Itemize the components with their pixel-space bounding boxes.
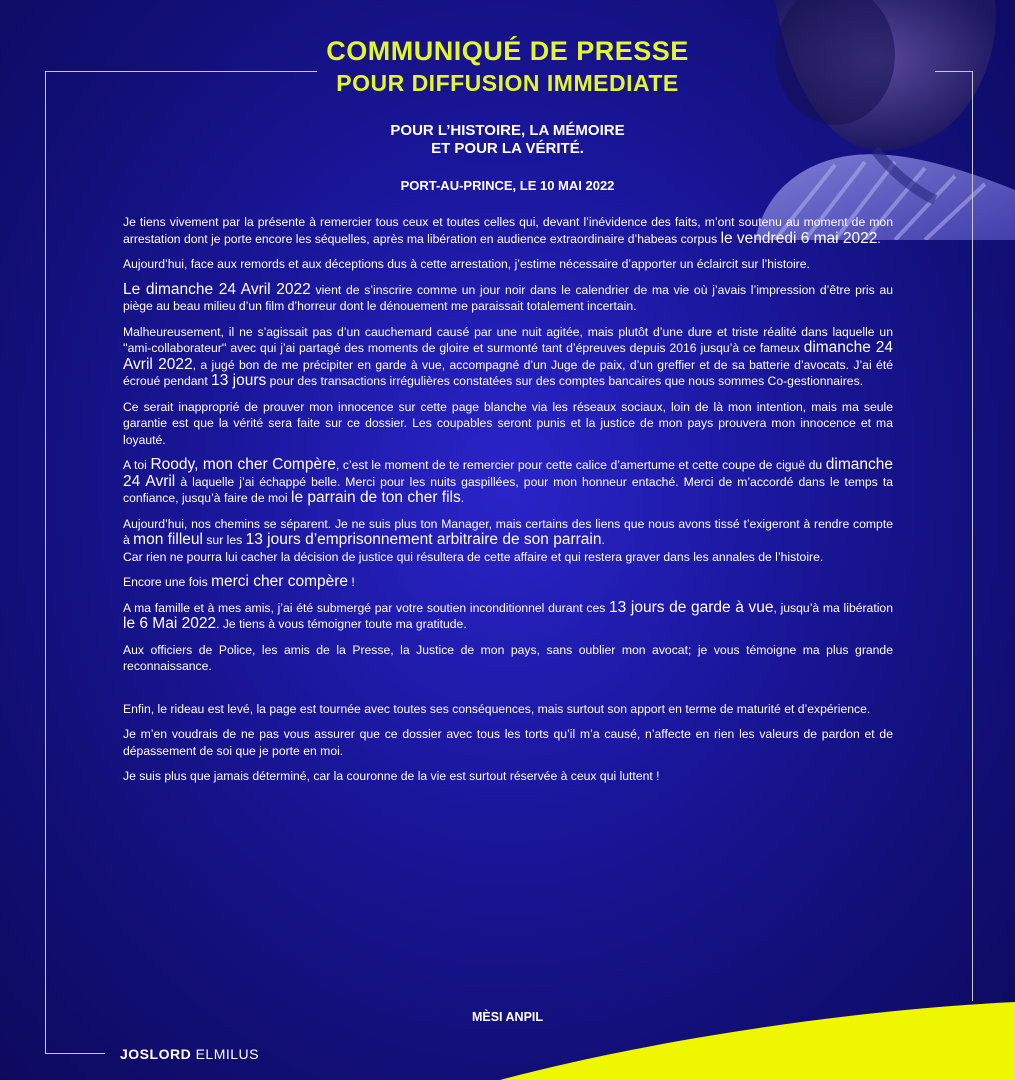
paragraph-text: Ce serait inapproprié de prouver mon innocence sur cette page blanche via les réseaux sociaux, loin de là mon intention, mais ma seule garantie est que la vérité sera faite sur ce dossier. Les coupables seront punis et la justice de mon pays prouvera mon innocence et ma loyauté.	[123, 399, 893, 447]
paragraph-text: .	[460, 491, 465, 505]
paragraph-1	[123, 214, 893, 247]
paragraph-text: , jusqu’à ma libération	[773, 600, 893, 615]
paragraph-11	[123, 701, 893, 718]
paragraph-text: Je suis plus que jamais déterminé, car la couronne de la vie est surtout réservée à ceux qui luttent !	[123, 769, 660, 783]
paragraph-text: , c’est le moment de te remercier pour cette calice d’amertume et cette coupe de ciguë du	[335, 458, 826, 472]
paragraph-13	[123, 768, 893, 785]
paragraph-text: A ma famille et à mes amis, j’ai été submergé par votre soutien inconditionnel durant ces	[123, 600, 610, 615]
author-last-name: ELMILUS	[195, 1046, 259, 1062]
paragraph-4	[123, 324, 893, 390]
paragraph-text: A toi	[123, 458, 151, 472]
title-line-2: POUR DIFFUSION IMMEDIATE	[336, 70, 679, 96]
emphasis-text: dimanche 24 Avril	[123, 456, 893, 490]
emphasis-text: Roody, mon cher Compère	[150, 456, 336, 473]
paragraph-text: pour des transactions irrégulières constatées sur des comptes bancaires que nous sommes Co-gestionnaires.	[266, 374, 864, 388]
paragraph-text: vient de s’inscrire comme un jour noir dans le calendrier de ma vie où j’avais l’impression d’être pris au piège au beau milieu d’un film d’horreur dont le dénouement me paraissait totalement incertain.	[123, 282, 894, 313]
paragraph-text: sur les	[202, 533, 246, 547]
emphasis-text: le 6 Mai 2022	[123, 615, 217, 632]
paragraph-text: Malheureusement, il ne s’agissait pas d’un cauchemard causé par une nuit agitée, mais plutôt d’une dure et triste réalité dans laquelle un ''ami-collaborateur'' avec qui j’ai partagé des moments de gloire et surmonté tant d’épreuves depuis 2016 jusqu’à ce fameux	[123, 324, 893, 355]
paragraph-text: Je tiens vivement par la présente à remercier tous ceux et toutes celles qui, devant l’inévidence des faits, m’ont soutenu au moment de mon arrestation dont je porte encore les séquelles, après ma libération en audience extraordinaire d’habeas corpus	[123, 215, 893, 246]
emphasis-text: mon filleul	[133, 531, 203, 548]
paragraph-text: , a jugé bon de me précipiter en garde à vue, accompagné d’un Juge de paix, d’un greffier et de sa batterie d’avocats. J’ai été écroué pendant	[123, 357, 893, 388]
subtitle-line-1: POUR L’HISTOIRE, LA MÉMOIRE	[390, 122, 625, 139]
paragraph-text: Encore une fois	[123, 575, 212, 589]
paragraph-text: Enfin, le rideau est levé, la page est tournée avec toutes ses conséquences, mais surtout son apport en terme de maturité et d’expérience.	[123, 701, 871, 716]
author-first-name: JOSLORD	[120, 1046, 192, 1062]
emphasis-text: Le dimanche 24 Avril 2022	[123, 280, 311, 298]
paragraph-8	[123, 574, 893, 591]
paragraph-text: .	[601, 533, 605, 547]
emphasis-text: 13 jours de garde à vue	[609, 598, 774, 616]
body-text	[123, 214, 893, 794]
subtitle-line-2: ET POUR LA VÉRITÉ.	[431, 140, 584, 157]
emphasis-text: le vendredi 6 mai 2022	[720, 229, 878, 247]
paragraph-2	[123, 256, 893, 273]
emphasis-text: dimanche 24 Avril 2022	[123, 339, 893, 373]
emphasis-text: 13 jours	[211, 372, 267, 389]
paragraph-text: !	[348, 575, 355, 589]
paragraph-5	[123, 399, 893, 449]
paragraph-3	[123, 282, 893, 315]
dateline: PORT-AU-PRINCE, LE 10 MAI 2022	[400, 178, 615, 193]
paragraph-text: Aujourd’hui, nos chemins se séparent. Je ne suis plus ton Manager, mais certains des liens que nous avons tissé t’exigeront à rendre compte à	[123, 516, 893, 547]
paragraph-6	[123, 457, 893, 507]
emphasis-text: merci cher compère	[211, 573, 349, 590]
paragraph-text: .	[877, 231, 881, 246]
author-name	[120, 1046, 259, 1062]
paragraph-9	[123, 600, 893, 633]
paragraph-12	[123, 726, 893, 759]
title-line-1: COMMUNIQUÉ DE PRESSE	[326, 36, 689, 66]
paragraph-text: Aux officiers de Police, les amis de la Presse, la Justice de mon pays, sans oublier mon avocat; je vous témoigne ma plus grande reconnaissance.	[123, 642, 893, 673]
paragraph-text: Je m’en voudrais de ne pas vous assurer que ce dossier avec tous les torts qu’il m’a causé, n’affecte en rien les valeurs de pardon et de dépassement de soi que je porte en moi.	[123, 727, 893, 758]
emphasis-text: le parrain de ton cher fils	[291, 489, 461, 506]
paragraph-text: à laquelle j’ai échappé belle. Merci pour les nuits gaspillées, pour mon honneur entaché. Merci de m’accordé dans le temps ta confiance, jusqu’à faire de moi	[123, 474, 893, 505]
paragraph-text: . Je tiens à vous témoigner toute ma gratitude.	[216, 617, 467, 631]
paragraph-text: Car rien ne pourra lui cacher la décision de justice qui résultera de cette affaire et qui restera graver dans les annales de l’histoire.	[123, 549, 824, 564]
signoff: MÈSI ANPIL	[471, 1010, 544, 1024]
paragraph-10	[123, 642, 893, 675]
paragraph-text: Aujourd’hui, face aux remords et aux déceptions dus à cette arrestation, j’estime nécessaire d’apporter un éclaircit sur l’histoire.	[123, 257, 810, 271]
emphasis-text: 13 jours d’emprisonnement arbitraire de son parrain	[245, 531, 602, 548]
subtitle	[0, 122, 1015, 158]
paragraph-7	[123, 516, 893, 566]
